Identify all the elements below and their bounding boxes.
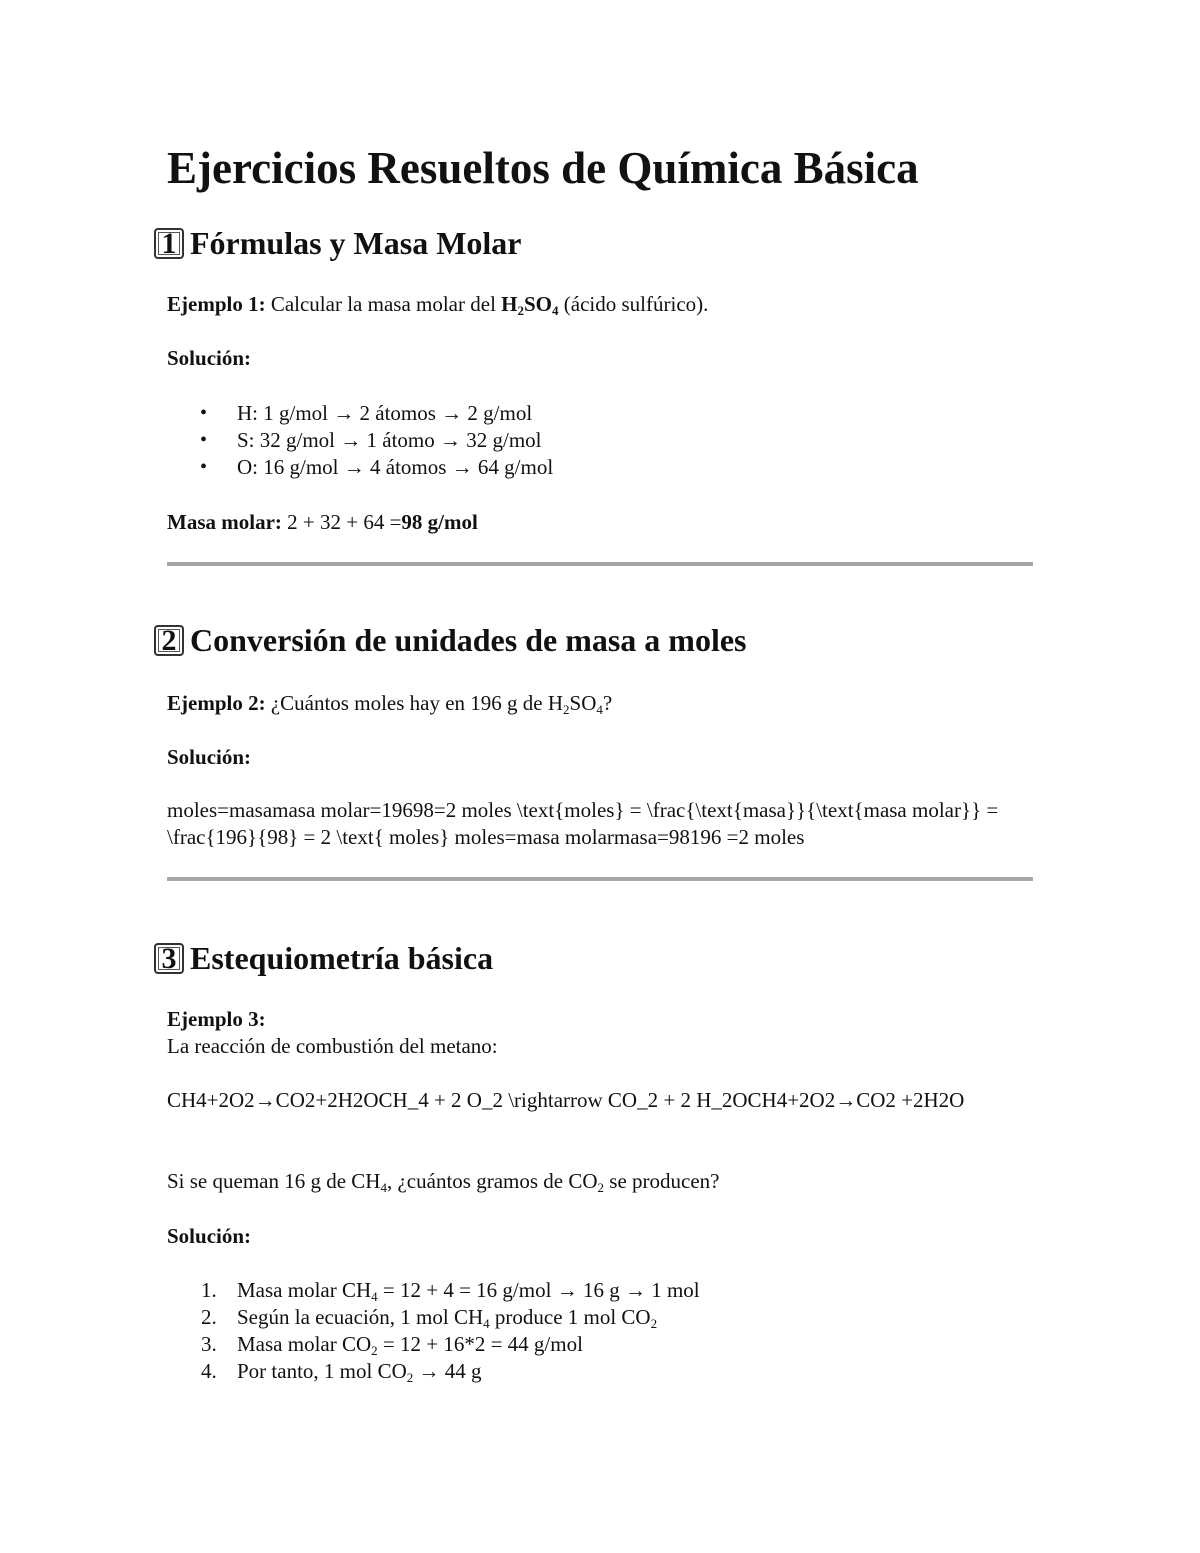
result-value: 98 g/mol (401, 510, 478, 534)
example-1 (167, 291, 708, 318)
section-3-heading (154, 938, 493, 978)
equation-text: moles=masamasa molar=19698=2 moles \text{moles} = \frac{\text{masa}}{\text{masa molar}} = \frac{196}{98} = 2 \text{ moles} moles=masa molarmasa=98196 =2 moles (167, 798, 999, 849)
result-label: Masa molar: (167, 510, 282, 534)
section-heading-text: Estequiometría básica (190, 940, 494, 976)
numbered-list (167, 1277, 700, 1385)
example-text: Calcular la masa molar del (270, 292, 496, 316)
section-heading-text: Fórmulas y Masa Molar (190, 225, 522, 261)
question-text: Si se queman 16 g de $CH_4$, ¿cuántos gramos de $CO_2$ se producen? (167, 1169, 720, 1195)
example-intro: La reacción de combustión del metano: (167, 1034, 498, 1058)
section-2-heading (154, 620, 747, 660)
formula: $H_2SO_4$ (501, 292, 559, 318)
list-item: 3. Masa molar $CO_2 = 12 + 16*2 = 44$ g/mol (201, 1332, 583, 1358)
list-item: • O: 16 g/mol → 4 átomos → 64 g/mol (167, 454, 553, 481)
list-item: • S: 32 g/mol → 1 átomo → 32 g/mol (167, 427, 553, 454)
section-divider (167, 562, 1033, 566)
list-item: 1. Masa molar $CH_4 = 12 + 4 = 16$ g/mol → 16 g → 1 mol (201, 1278, 700, 1304)
list-item: 2. Según la ecuación, 1 mol $CH_4$ produce 1 mol $CO_2$ (201, 1305, 658, 1331)
reaction-text: CH4+2O2→CO2+2H2OCH_4 + 2 O_2 \rightarrow CO_2 + 2 H_2OCH4+2O2→CO2 +2H2O (167, 1088, 965, 1112)
example-label: Ejemplo 2: (167, 691, 266, 715)
bullet-list (167, 400, 553, 481)
solution-label: Solución: (167, 1224, 252, 1248)
example-text: ¿Cuántos moles hay en 196 g de $H_2SO_4$? (270, 691, 613, 717)
list-item: • H: 1 g/mol → 2 átomos → 2 g/mol (167, 400, 553, 427)
solution-label: Solución: (167, 745, 252, 769)
section-divider (167, 877, 1033, 881)
result-text: 2 + 32 + 64 = (287, 510, 402, 534)
section-number-badge: 1 (154, 228, 184, 259)
example-label: Ejemplo 1: (167, 292, 266, 316)
example-label: Ejemplo 3: (167, 1007, 266, 1031)
section-heading-text: Conversión de unidades de masa a moles (190, 622, 747, 658)
molar-mass-result (167, 509, 478, 536)
list-item: 4. Por tanto, 1 mol $CO_2 \to 44$ g (201, 1359, 482, 1385)
section-1-heading (154, 223, 522, 263)
section-number-badge: 2 (154, 625, 184, 656)
section-number-badge: 3 (154, 943, 184, 974)
page-title: Ejercicios Resueltos de Química Básica (167, 143, 919, 193)
example-2 (167, 690, 612, 717)
example-text-end: (ácido sulfúrico). (563, 292, 709, 316)
solution-label: Solución: (167, 346, 252, 370)
